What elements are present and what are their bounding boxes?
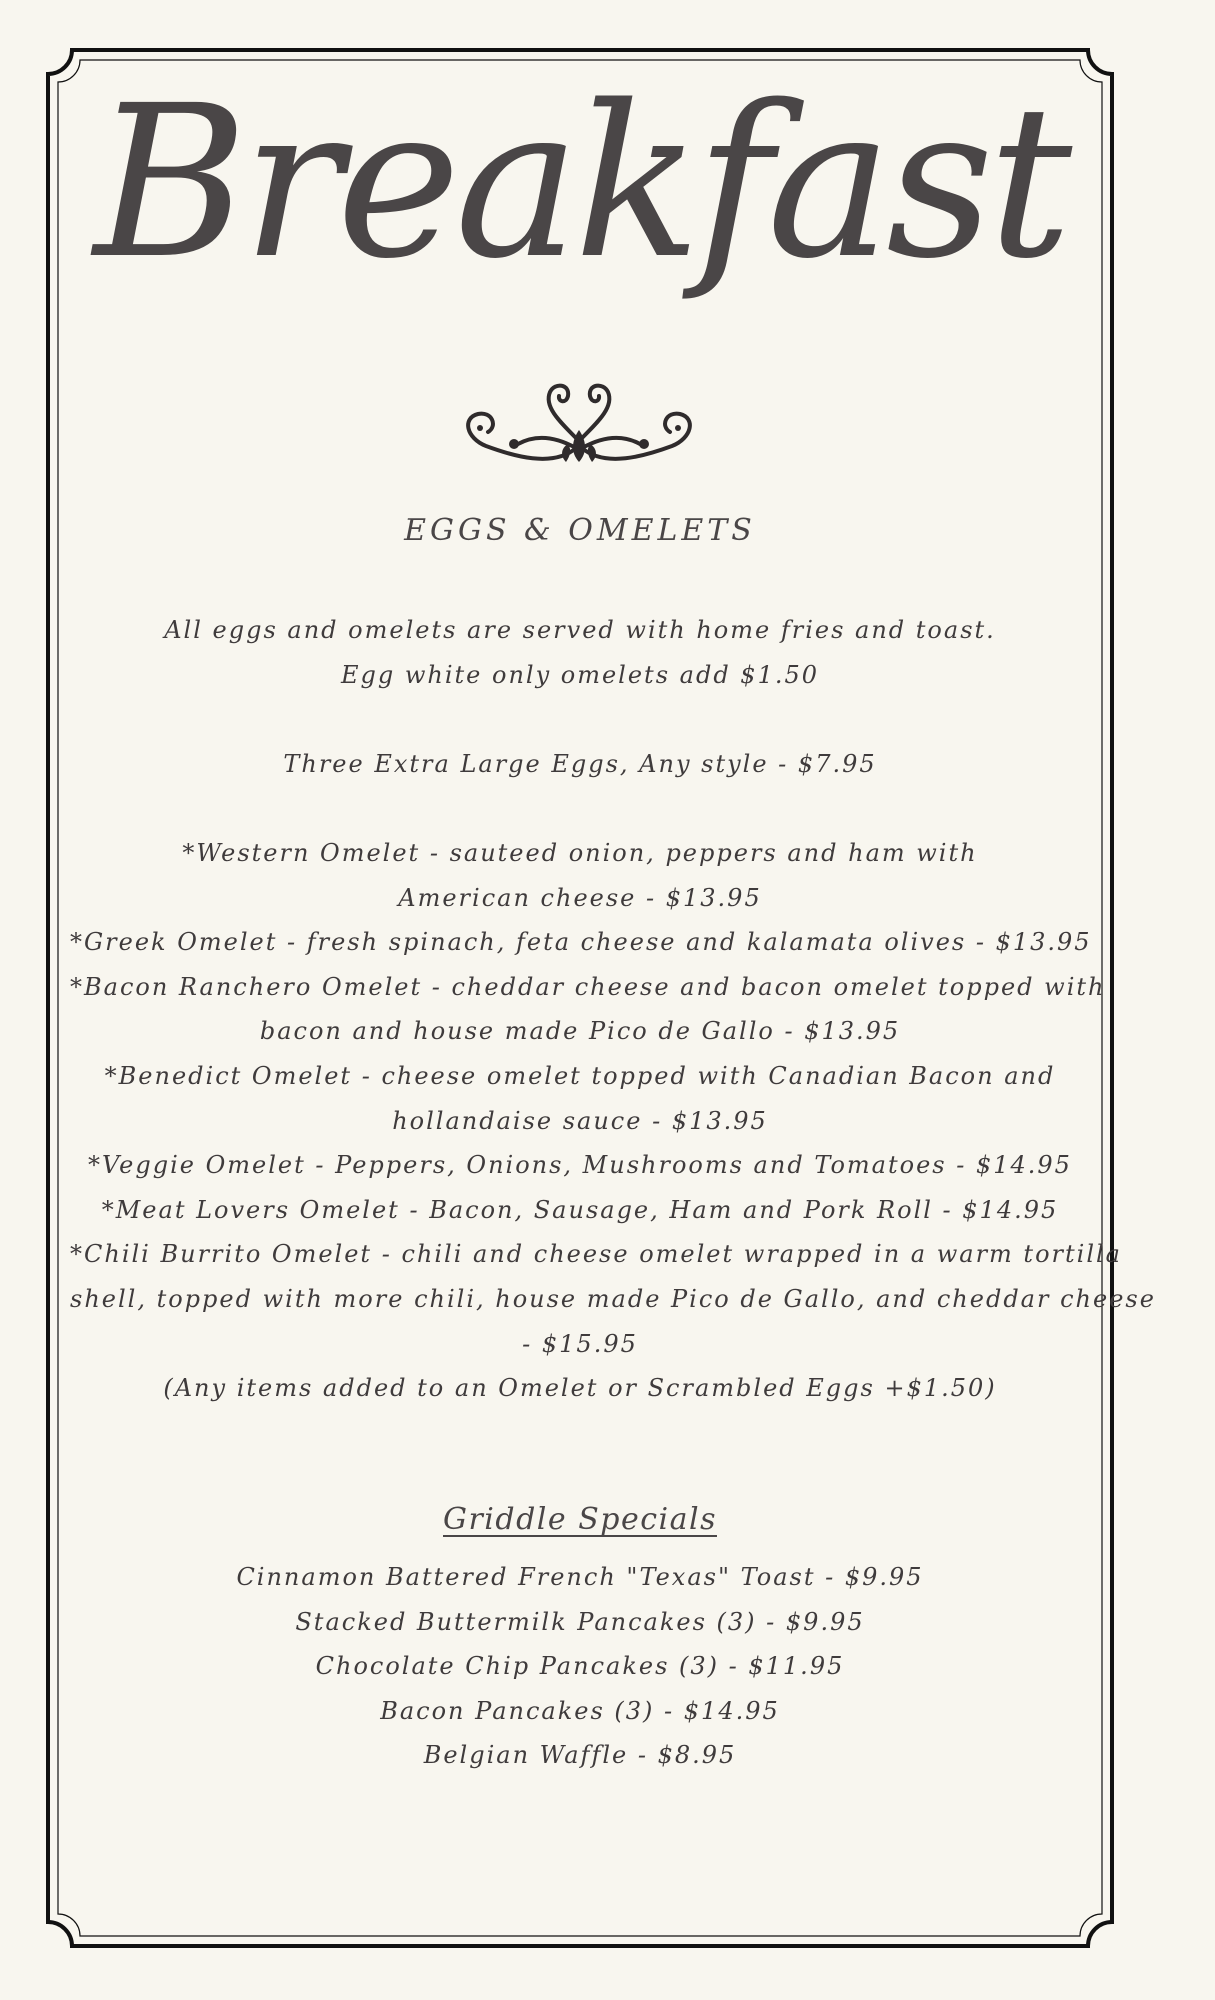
- three-eggs-item: [70, 742, 1090, 787]
- menu-item-line: bacon and house made Pico de Gallo - $13.95: [259, 1017, 901, 1046]
- menu-item-line: *Greek Omelet - fresh spinach, feta cheese and kalamata olives - $13.95: [70, 928, 1092, 957]
- intro-line: All eggs and omelets are served with home fries and toast.: [164, 616, 996, 644]
- omelet-list: [70, 831, 1156, 1411]
- menu-title: Breakfast: [93, 60, 1067, 305]
- menu-item-line: *Western Omelet - sauteed onion, peppers and ham with: [182, 839, 978, 867]
- section-heading-griddle-specials: Griddle Specials: [443, 1502, 717, 1537]
- menu-item-line: *Veggie Omelet - Peppers, Onions, Mushrooms and Tomatoes - $14.95: [88, 1151, 1072, 1180]
- menu-item-line: Cinnamon Battered French "Texas" Toast - $9.95: [236, 1563, 924, 1591]
- menu-item-line: Bacon Pancakes (3) - $14.95: [380, 1696, 780, 1725]
- menu-item-line: shell, topped with more chili, house made Pico de Gallo, and cheddar cheese: [70, 1284, 1156, 1313]
- intro-line: Egg white only omelets add $1.50: [340, 660, 820, 689]
- section-heading-eggs-omelets: EGGS & OMELETS: [404, 513, 756, 548]
- menu-item-line: (Any items added to an Omelet or Scrambled Eggs +$1.50): [163, 1374, 997, 1403]
- menu-item-line: - $15.95: [522, 1329, 638, 1358]
- menu-item-line: American cheese - $13.95: [398, 883, 762, 912]
- menu-item-line: Chocolate Chip Pancakes (3) - $11.95: [315, 1652, 845, 1681]
- menu-item-line: Stacked Buttermilk Pancakes (3) - $9.95: [295, 1607, 865, 1636]
- menu-item-line: Three Extra Large Eggs, Any style - $7.95: [283, 750, 877, 778]
- menu-item-line: Belgian Waffle - $8.95: [423, 1741, 737, 1770]
- menu-item-line: *Benedict Omelet - cheese omelet topped with Canadian Bacon and: [104, 1061, 1056, 1090]
- griddle-list: [70, 1555, 1090, 1778]
- menu-item-line: hollandaise sauce - $13.95: [392, 1106, 768, 1135]
- menu-item-line: *Bacon Ranchero Omelet - cheddar cheese and bacon omelet topped with: [70, 972, 1106, 1001]
- flourish-ornament-icon: [458, 378, 700, 478]
- intro-text: [70, 608, 1090, 697]
- menu-item-line: *Meat Lovers Omelet - Bacon, Sausage, Ham and Pork Roll - $14.95: [101, 1195, 1059, 1224]
- menu-item-line: *Chili Burrito Omelet - chili and cheese omelet wrapped in a warm tortilla: [70, 1240, 1122, 1269]
